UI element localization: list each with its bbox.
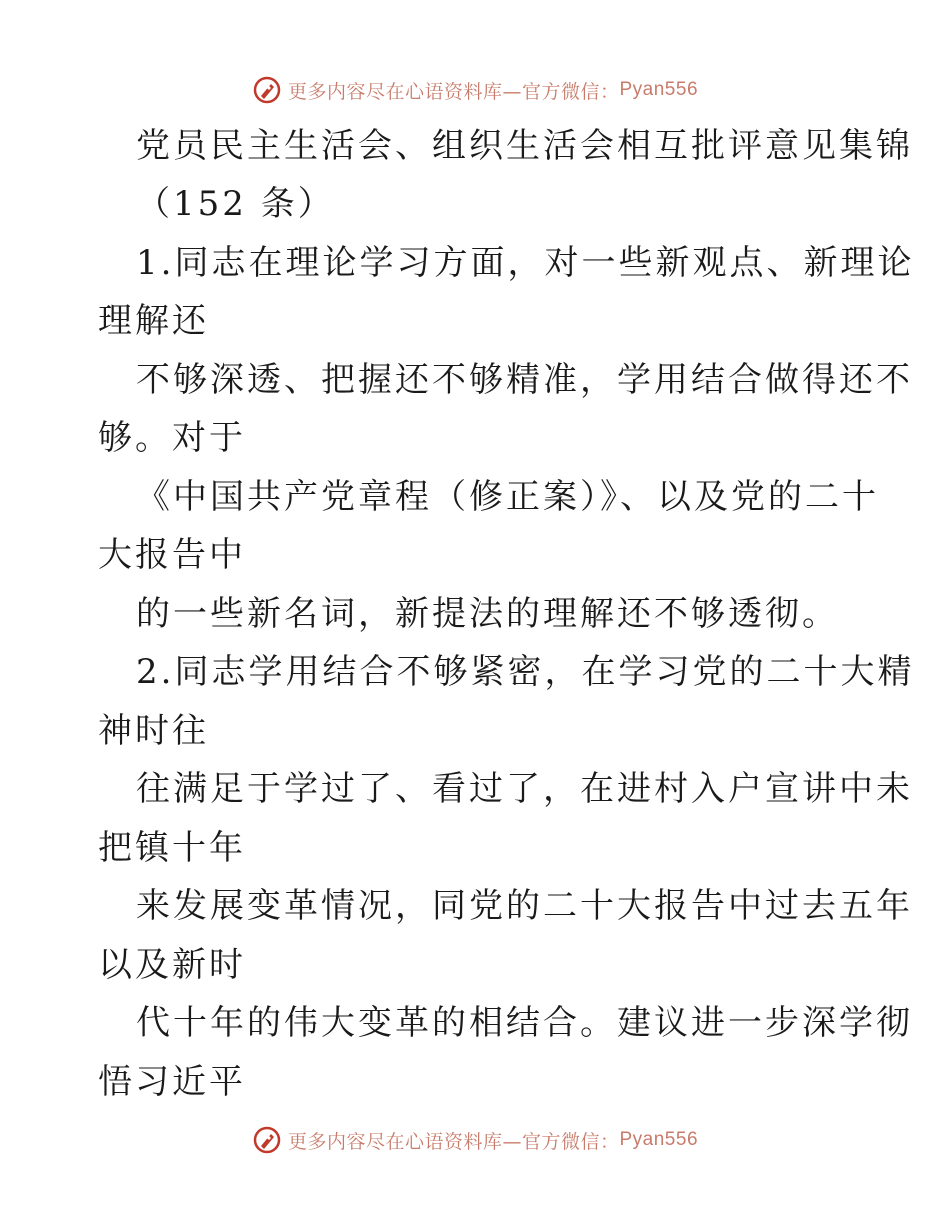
watermark-handle: Pyan556 bbox=[619, 79, 699, 100]
watermark-handle: Pyan556 bbox=[619, 1129, 699, 1150]
document-title: 党员民主生活会、组织生活会相互批评意见集锦 bbox=[136, 126, 913, 166]
pen-nib-seal-icon bbox=[252, 1125, 282, 1155]
footer-watermark bbox=[0, 1120, 950, 1160]
paragraph-line: 理解还 bbox=[98, 301, 209, 341]
paragraph-line: 神时往 bbox=[98, 711, 209, 751]
document-subtitle: （152 条） bbox=[136, 184, 335, 224]
pen-nib-seal-icon bbox=[252, 75, 282, 105]
paragraph-line: 代十年的伟大变革的相结合。建议进一步深学彻 bbox=[136, 1003, 913, 1043]
paragraph-line: 把镇十年 bbox=[98, 828, 246, 868]
paragraph-line: 以及新时 bbox=[98, 945, 246, 985]
paragraph-line: 够。对于 bbox=[98, 418, 246, 458]
watermark-text: 更多内容尽在心语资料库—官方微信： bbox=[287, 80, 620, 103]
watermark-text: 更多内容尽在心语资料库—官方微信： bbox=[287, 1130, 620, 1153]
paragraph-line: 2.同志学用结合不够紧密，在学习党的二十大精 bbox=[136, 652, 915, 692]
paragraph-line: 《中国共产党章程（修正案）》、以及党的二十 bbox=[136, 477, 879, 517]
paragraph-line: 悟习近平 bbox=[98, 1062, 246, 1102]
paragraph-line: 的一些新名词，新提法的理解还不够透彻。 bbox=[136, 594, 839, 634]
paragraph-line: 往满足于学过了、看过了，在进村入户宣讲中未 bbox=[136, 769, 913, 809]
paragraph-line: 不够深透、把握还不够精准，学用结合做得还不 bbox=[136, 360, 913, 400]
paragraph-line: 1.同志在理论学习方面，对一些新观点、新理论 bbox=[136, 243, 915, 283]
header-watermark bbox=[0, 70, 950, 110]
paragraph-line: 大报告中 bbox=[98, 535, 246, 575]
paragraph-line: 来发展变革情况，同党的二十大报告中过去五年 bbox=[136, 886, 913, 926]
